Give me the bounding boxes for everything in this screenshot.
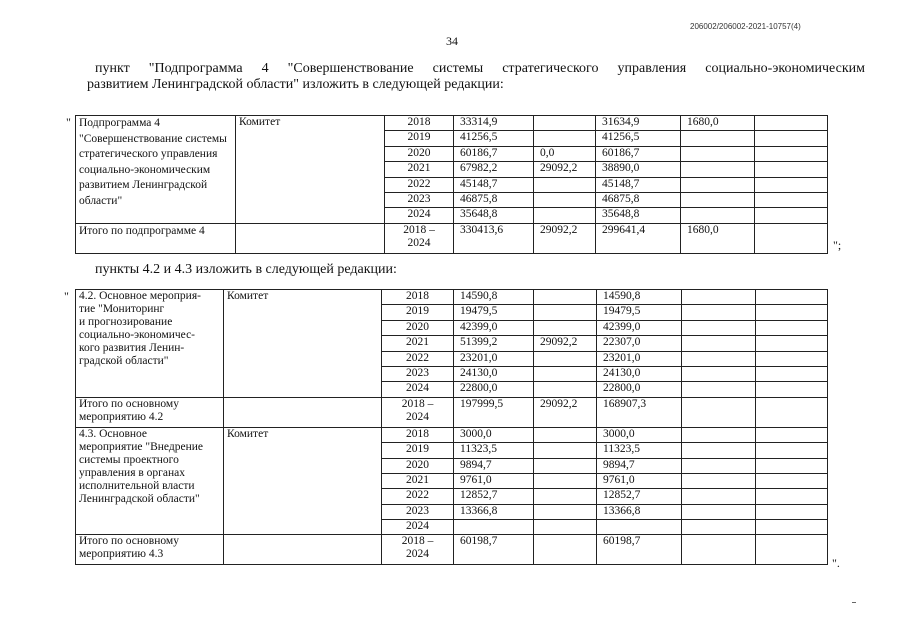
total-cell: 19479,5 bbox=[454, 305, 534, 320]
local-cell bbox=[682, 366, 756, 381]
federal-cell: 29092,2 bbox=[534, 397, 597, 427]
federal-cell bbox=[534, 427, 597, 442]
measure-name-cell bbox=[76, 427, 224, 535]
intro-line-1: пункт "Подпрограмма 4 "Совершенствование системы стратегического управления социально-экономическим bbox=[95, 61, 865, 76]
table-row bbox=[76, 116, 828, 131]
total-cell: 12852,7 bbox=[454, 489, 534, 504]
year-cell: 2018 bbox=[385, 116, 454, 131]
local-cell bbox=[682, 504, 756, 519]
total-cell: 13366,8 bbox=[454, 504, 534, 519]
federal-cell bbox=[534, 520, 597, 535]
measure-name-line: управления в органах bbox=[79, 466, 185, 479]
federal-cell bbox=[534, 208, 596, 223]
measure-name-line: социально-экономичес- bbox=[79, 329, 195, 341]
federal-cell bbox=[534, 535, 597, 565]
regional-cell: 45148,7 bbox=[596, 177, 681, 192]
total-cell: 11323,5 bbox=[454, 443, 534, 458]
total-cell: 41256,5 bbox=[454, 131, 534, 146]
total-cell: 67982,2 bbox=[454, 162, 534, 177]
other-cell bbox=[756, 305, 828, 320]
other-cell bbox=[756, 290, 828, 305]
other-cell bbox=[755, 223, 828, 253]
federal-cell: 29092,2 bbox=[534, 336, 597, 351]
other-cell bbox=[756, 427, 828, 442]
local-cell bbox=[682, 382, 756, 397]
federal-cell bbox=[534, 116, 596, 131]
local-cell bbox=[681, 208, 755, 223]
subprogram-name-cell: Подпрограмма 4 "Совершенствование системы стратегического управления социально-экономическим развитием Ленинградской области" bbox=[76, 116, 236, 224]
year-cell: 2020 bbox=[382, 320, 454, 335]
local-cell: 1680,0 bbox=[681, 116, 755, 131]
local-cell bbox=[681, 146, 755, 161]
federal-cell bbox=[534, 504, 597, 519]
regional-cell: 24130,0 bbox=[597, 366, 682, 381]
local-cell bbox=[681, 192, 755, 207]
local-cell bbox=[682, 520, 756, 535]
year-cell: 2023 bbox=[382, 366, 454, 381]
federal-cell bbox=[534, 458, 597, 473]
regional-cell: 46875,8 bbox=[596, 192, 681, 207]
other-cell bbox=[756, 489, 828, 504]
year-cell: 2022 bbox=[382, 351, 454, 366]
document-id: 206002/206002-2021-10757(4) bbox=[690, 22, 801, 31]
federal-cell: 29092,2 bbox=[534, 162, 596, 177]
total-cell: 197999,5 bbox=[454, 397, 534, 427]
scan-mark bbox=[852, 602, 856, 603]
local-cell bbox=[681, 131, 755, 146]
measure-name-line: 4.2. Основное мероприя- bbox=[79, 290, 201, 302]
executor-cell: Комитет bbox=[224, 290, 382, 398]
other-cell bbox=[756, 504, 828, 519]
total-cell: 3000,0 bbox=[454, 427, 534, 442]
regional-cell: 60198,7 bbox=[597, 535, 682, 565]
federal-cell bbox=[534, 290, 597, 305]
other-cell bbox=[756, 520, 828, 535]
other-cell bbox=[755, 146, 828, 161]
regional-cell: 299641,4 bbox=[596, 223, 681, 253]
regional-cell: 41256,5 bbox=[596, 131, 681, 146]
executor-cell bbox=[236, 223, 385, 253]
total-cell: 51399,2 bbox=[454, 336, 534, 351]
measure-name-line: системы проектного bbox=[79, 453, 179, 466]
other-cell bbox=[756, 320, 828, 335]
regional-cell: 3000,0 bbox=[597, 427, 682, 442]
year-range-cell bbox=[382, 535, 454, 565]
measure-name-cell bbox=[76, 290, 224, 398]
year-cell: 2024 bbox=[382, 520, 454, 535]
total-row bbox=[76, 397, 828, 427]
year-cell: 2023 bbox=[385, 192, 454, 207]
other-cell bbox=[755, 192, 828, 207]
regional-cell: 42399,0 bbox=[597, 320, 682, 335]
other-cell bbox=[755, 131, 828, 146]
local-cell bbox=[682, 305, 756, 320]
year-start: 2018 – bbox=[403, 223, 435, 236]
year-end: 2024 bbox=[406, 548, 429, 561]
regional-cell: 9894,7 bbox=[597, 458, 682, 473]
federal-cell bbox=[534, 305, 597, 320]
page-number: 34 bbox=[446, 34, 458, 48]
regional-cell: 60186,7 bbox=[596, 146, 681, 161]
intro-paragraph-subprogram bbox=[87, 61, 865, 93]
local-cell bbox=[681, 162, 755, 177]
executor-cell bbox=[224, 397, 382, 427]
total-cell: 9761,0 bbox=[454, 473, 534, 488]
regional-cell bbox=[597, 520, 682, 535]
total-cell bbox=[454, 520, 534, 535]
regional-cell: 14590,8 bbox=[597, 290, 682, 305]
local-cell bbox=[682, 458, 756, 473]
year-cell: 2021 bbox=[382, 336, 454, 351]
other-cell bbox=[755, 177, 828, 192]
federal-cell bbox=[534, 177, 596, 192]
measure-name-line: Ленинградской области" bbox=[79, 492, 200, 505]
regional-cell: 11323,5 bbox=[597, 443, 682, 458]
year-cell: 2021 bbox=[382, 473, 454, 488]
opening-quote-2: " bbox=[64, 289, 69, 303]
other-cell bbox=[756, 351, 828, 366]
total-cell: 35648,8 bbox=[454, 208, 534, 223]
federal-cell: 29092,2 bbox=[534, 223, 596, 253]
measure-name-line: 4.3. Основное bbox=[79, 427, 148, 440]
year-cell: 2019 bbox=[385, 131, 454, 146]
other-cell bbox=[756, 443, 828, 458]
measure-name-line: исполнительной власти bbox=[79, 479, 195, 492]
regional-cell: 23201,0 bbox=[597, 351, 682, 366]
federal-cell bbox=[534, 473, 597, 488]
local-cell bbox=[682, 397, 756, 427]
other-cell bbox=[755, 116, 828, 131]
local-cell bbox=[682, 535, 756, 565]
other-cell bbox=[755, 208, 828, 223]
other-cell bbox=[756, 336, 828, 351]
local-cell bbox=[681, 177, 755, 192]
closing-quote-2: ". bbox=[832, 556, 840, 570]
federal-cell bbox=[534, 382, 597, 397]
federal-cell bbox=[534, 489, 597, 504]
executor-cell: Комитет bbox=[224, 427, 382, 535]
year-range-cell bbox=[382, 397, 454, 427]
measures-4-2-4-3-table bbox=[75, 289, 828, 565]
year-cell: 2022 bbox=[382, 489, 454, 504]
local-cell bbox=[682, 489, 756, 504]
year-cell: 2018 bbox=[382, 290, 454, 305]
federal-cell bbox=[534, 366, 597, 381]
other-cell bbox=[756, 535, 828, 565]
regional-cell: 35648,8 bbox=[596, 208, 681, 223]
total-cell: 23201,0 bbox=[454, 351, 534, 366]
executor-cell: Комитет bbox=[236, 116, 385, 224]
federal-cell bbox=[534, 320, 597, 335]
year-cell: 2024 bbox=[382, 382, 454, 397]
other-cell bbox=[756, 397, 828, 427]
total-row bbox=[76, 535, 828, 565]
measure-name-line: тие "Мониторинг bbox=[79, 303, 165, 315]
intro-paragraph-items: пункты 4.2 и 4.3 изложить в следующей редакции: bbox=[95, 262, 397, 277]
year-cell: 2019 bbox=[382, 305, 454, 320]
federal-cell bbox=[534, 443, 597, 458]
regional-cell: 22800,0 bbox=[597, 382, 682, 397]
local-cell bbox=[682, 320, 756, 335]
regional-cell: 12852,7 bbox=[597, 489, 682, 504]
total-cell: 9894,7 bbox=[454, 458, 534, 473]
local-cell bbox=[682, 473, 756, 488]
other-cell bbox=[755, 162, 828, 177]
total-label-cell bbox=[76, 535, 224, 565]
year-cell: 2018 bbox=[382, 427, 454, 442]
opening-quote-1: " bbox=[66, 115, 71, 129]
local-cell bbox=[682, 351, 756, 366]
subprogram-4-table bbox=[75, 115, 828, 254]
regional-cell: 31634,9 bbox=[596, 116, 681, 131]
total-cell: 60198,7 bbox=[454, 535, 534, 565]
other-cell bbox=[756, 473, 828, 488]
year-end: 2024 bbox=[406, 410, 429, 423]
total-cell: 45148,7 bbox=[454, 177, 534, 192]
table-row bbox=[76, 427, 828, 442]
regional-cell: 22307,0 bbox=[597, 336, 682, 351]
other-cell bbox=[756, 458, 828, 473]
federal-cell: 0,0 bbox=[534, 146, 596, 161]
local-cell: 1680,0 bbox=[681, 223, 755, 253]
regional-cell: 13366,8 bbox=[597, 504, 682, 519]
table-row bbox=[76, 290, 828, 305]
year-cell: 2019 bbox=[382, 443, 454, 458]
year-start: 2018 – bbox=[401, 535, 434, 548]
measure-name-line: кого развития Ленин- bbox=[79, 342, 185, 354]
executor-cell bbox=[224, 535, 382, 565]
measure-name-line: мероприятие "Внедрение bbox=[79, 440, 203, 453]
total-label-line: мероприятию 4.2 bbox=[79, 410, 164, 423]
regional-cell: 168907,3 bbox=[597, 397, 682, 427]
year-cell: 2023 bbox=[382, 504, 454, 519]
year-cell: 2020 bbox=[382, 458, 454, 473]
federal-cell bbox=[534, 351, 597, 366]
other-cell bbox=[756, 382, 828, 397]
total-cell: 22800,0 bbox=[454, 382, 534, 397]
regional-cell: 19479,5 bbox=[597, 305, 682, 320]
other-cell bbox=[756, 366, 828, 381]
year-start: 2018 – bbox=[401, 397, 434, 410]
total-label-cell: Итого по подпрограмме 4 bbox=[76, 223, 236, 253]
year-cell: 2022 bbox=[385, 177, 454, 192]
year-end: 2024 bbox=[407, 236, 431, 249]
total-label-line: Итого по основному bbox=[79, 397, 179, 410]
year-range-cell bbox=[385, 223, 454, 253]
total-cell: 330413,6 bbox=[454, 223, 534, 253]
regional-cell: 38890,0 bbox=[596, 162, 681, 177]
total-label-cell bbox=[76, 397, 224, 427]
local-cell bbox=[682, 427, 756, 442]
total-cell: 42399,0 bbox=[454, 320, 534, 335]
total-cell: 24130,0 bbox=[454, 366, 534, 381]
measure-name-line: градской области" bbox=[79, 355, 169, 367]
total-cell: 60186,7 bbox=[454, 146, 534, 161]
total-label-line: мероприятию 4.3 bbox=[79, 548, 164, 561]
total-cell: 33314,9 bbox=[454, 116, 534, 131]
total-label-line: Итого по основному bbox=[79, 535, 179, 548]
total-cell: 46875,8 bbox=[454, 192, 534, 207]
local-cell bbox=[682, 290, 756, 305]
federal-cell bbox=[534, 192, 596, 207]
measure-name-line: и прогнозирование bbox=[79, 316, 173, 328]
year-cell: 2020 bbox=[385, 146, 454, 161]
regional-cell: 9761,0 bbox=[597, 473, 682, 488]
local-cell bbox=[682, 443, 756, 458]
total-cell: 14590,8 bbox=[454, 290, 534, 305]
local-cell bbox=[682, 336, 756, 351]
year-cell: 2021 bbox=[385, 162, 454, 177]
intro-line-2: развитием Ленинградской области" изложить в следующей редакции: bbox=[87, 77, 504, 92]
total-row bbox=[76, 223, 828, 253]
closing-quote-1: "; bbox=[833, 238, 842, 252]
year-cell: 2024 bbox=[385, 208, 454, 223]
federal-cell bbox=[534, 131, 596, 146]
